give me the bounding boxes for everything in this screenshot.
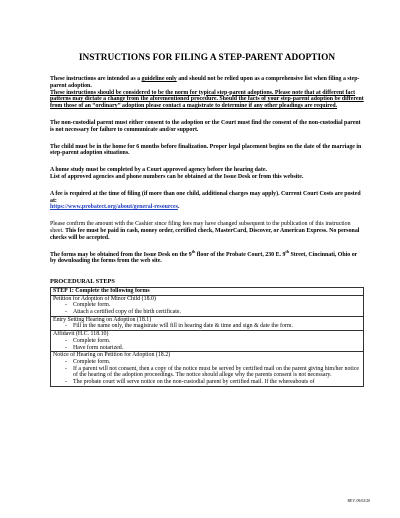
form-cell-petition [51, 295, 364, 316]
table-row [51, 316, 364, 330]
residency-paragraph: The child must be in the home for 6 months before finalization. Proper legal placement begins on the date of the marriage in step-parent adoption situations. [50, 143, 362, 157]
dash-marker: - [65, 309, 67, 316]
dash-marker: - [65, 323, 67, 330]
step-1-header: STEP 1: Complete the following forms [51, 287, 364, 295]
cashier-paragraph [50, 221, 364, 241]
dash-marker: - [65, 302, 67, 309]
consent-paragraph: The non-custodial parent must either consent to the adoption or the Court must find the consent of the non-custodial parent is not necessary for failure to communicate and/or support. [50, 119, 361, 133]
list-item [53, 345, 361, 352]
form-name: Petition for Adoption of Minor Child (18.0) [53, 295, 156, 302]
fee-text: A fee is required at the time of filing (if more than one child, additional charges may apply). Current Court Costs are posted at: [50, 190, 361, 204]
dash-marker: - [65, 365, 67, 372]
form-cell-notice [51, 352, 364, 387]
list-item-text: Complete form. [73, 337, 111, 344]
list-item [53, 379, 361, 386]
home-study-line-1: A home study must be completed by a Court approved agency before the hearing date. [50, 167, 267, 174]
list-item-text: The probate court will serve notice on the non-custodial parent by certified mail. If the whereabouts of [73, 379, 315, 386]
forms-text-2: floor of the Probate Court, 230 E. 9 [195, 251, 286, 258]
list-item-text: If a parent will not consent, then a copy of the notice must be served by certified mail on the parent giving him/her notice of the hearing of the adoption proceedings. The notice should allege why the parents consent is not necessary. [73, 365, 359, 379]
intro-underlined: These instructions should be considered to be the norm for typical step-parent adoptions. Please note that at different fact patterns may dictate a change from the aforementioned procedure. Should the facts of your step-parent adoption be different from those of an “ordinary” adoption please contact a magistrate to determine if any other pleadings are required. [50, 89, 364, 110]
revision-label: REV. 09/02/20 [347, 499, 370, 503]
list-item [53, 338, 361, 345]
list-item [53, 323, 361, 330]
fee-period: . [177, 204, 180, 211]
intro-text-1: These instructions are intended as a [50, 76, 142, 82]
list-item [53, 309, 361, 316]
intro-guideline: guideline only [141, 76, 177, 82]
forms-paragraph [50, 248, 364, 266]
procedural-heading: PROCEDURAL STEPS [50, 278, 115, 286]
dash-marker: - [65, 344, 67, 351]
table-row [51, 295, 364, 316]
list-item-text: Complete form. [73, 302, 111, 309]
table-row [51, 287, 364, 295]
form-cell-affidavit [51, 331, 364, 352]
court-costs-link[interactable]: https://www.probatect.org/about/general-resources [50, 204, 178, 211]
table-row [51, 352, 364, 387]
forms-sup-1: th [191, 248, 196, 254]
dash-marker: - [65, 379, 67, 386]
form-name: Notice of Hearing on Petition for Adoption (18.2) [53, 352, 171, 359]
form-name: Entry Setting Hearing on Adoption (18.1) [53, 316, 152, 323]
dash-marker: - [65, 358, 67, 365]
list-item-text: Have form notarized. [73, 344, 124, 351]
page-title: INSTRUCTIONS FOR FILING A STEP-PARENT ADOPTION [78, 53, 336, 63]
forms-sup-2: th [285, 248, 289, 254]
home-study-line-2: List of approved agencies and phone numbers can be obtained at the Issue Desk or from this website. [50, 173, 304, 180]
dash-marker: - [65, 337, 67, 344]
procedural-steps-table [50, 287, 364, 387]
fee-paragraph [50, 191, 364, 211]
list-item-text: Complete form. [73, 358, 111, 365]
cashier-text: Please confirm the amount with the Cashier since filing fees may have changed subsequent to the publication of this instruction sheet. [50, 221, 351, 234]
table-row [51, 331, 364, 352]
cashier-bold: This fee must be paid in cash, money order, certified check, MasterCard, Discover, or American Express. No personal checks will be accepted. [50, 227, 360, 241]
form-name: Affidavit (H.C. 118.10) [53, 331, 109, 338]
forms-text-1: The forms may be obtained from the Issue Desk on the 9 [50, 251, 192, 258]
list-item [53, 366, 361, 379]
form-cell-entry-setting [51, 316, 364, 330]
intro-paragraph [50, 76, 364, 110]
forms-text-3: Street, Cincinnati, Ohio or by downloading the forms from the web site. [50, 251, 358, 265]
intro-text-2: and should not be relied upon as a comprehensive list when filing a step-parent adoption. [50, 76, 360, 89]
home-study-paragraph [50, 167, 364, 181]
list-item-text: Attach a certified copy of the birth certificate. [73, 309, 181, 316]
list-item-text: Fill in the name only, the magistrate will fill in hearing date & time and sign & date the form. [73, 323, 293, 330]
list-item [53, 359, 361, 366]
